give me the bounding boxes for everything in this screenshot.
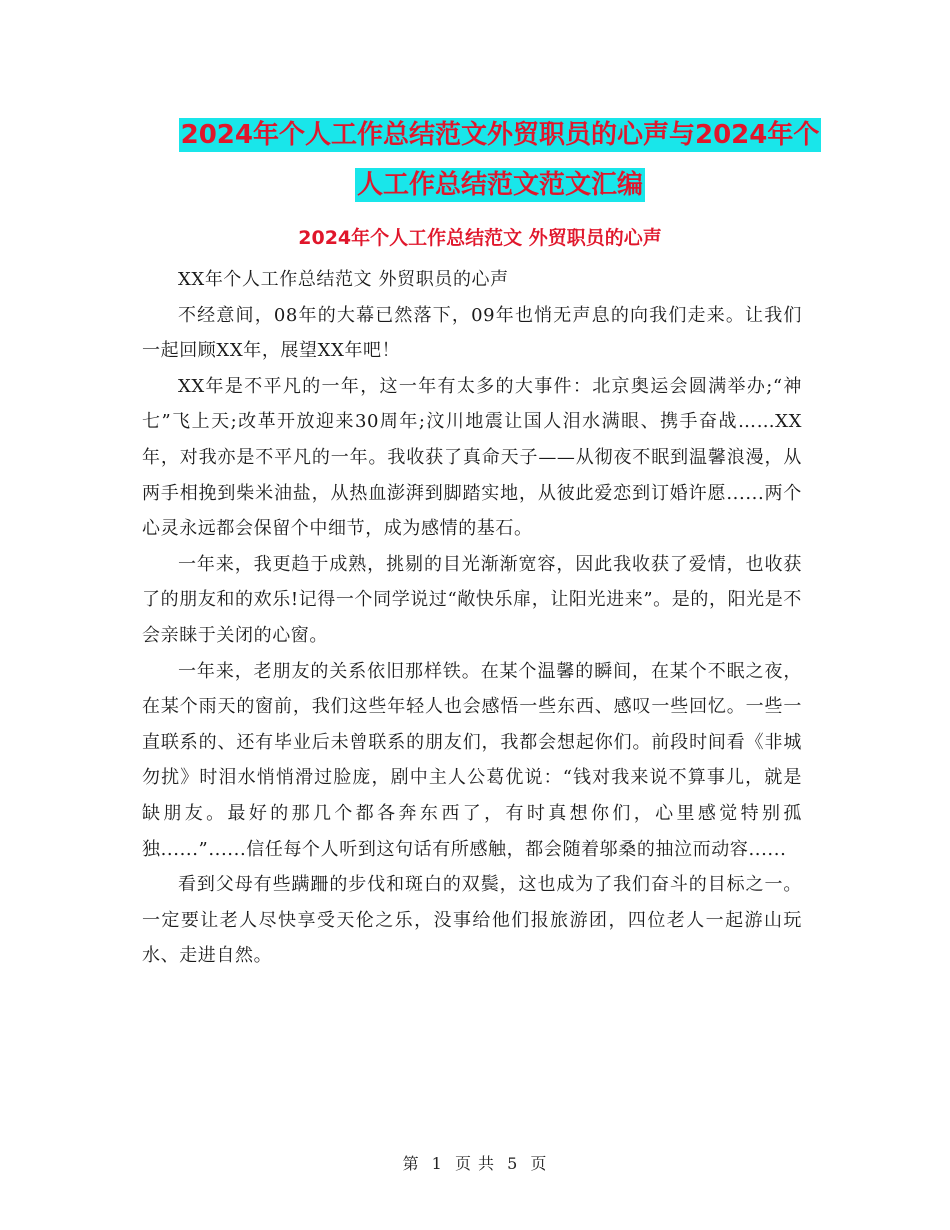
page-label-mid: 页 共 [454,1154,496,1173]
document-title [140,110,860,210]
page-current: 1 [431,1154,443,1173]
document-title-line-1: 2024年个人工作总结范文外贸职员的心声与2024年个 [180,120,820,150]
page-total: 5 [507,1154,519,1173]
paragraph: XX年个人工作总结范文 外贸职员的心声 [178,269,509,290]
page-footer [0,1152,950,1176]
page-label-prefix: 第 [402,1154,420,1173]
paragraph: 一年来，老朋友的关系依旧那样铁。在某个温馨的瞬间，在某个不眠之夜，在某个雨天的窗前，我们这些年轻人也会感悟一些东西、感叹一些回忆。一些一直联系的、还有毕业后未曾联系的朋友们，我都会想起你们。前段时间看《非城勿扰》时泪水悄悄滑过脸庞，剧中主人公葛优说：“钱对我来说不算事儿，就是缺朋友。最好的那几个都各奔东西了，有时真想你们，心里感觉特别孤独......”......信任每个人听到这句话有所感触，都会随着邬桑的抽泣而动容...... [142,660,802,860]
paragraph: XX年是不平凡的一年，这一年有太多的大事件：北京奥运会圆满举办;“神七”飞上天;改革开放迎来30周年;汶川地震让国人泪水满眼、携手奋战……XX年，对我亦是不平凡的一年。我收获了真命天子——从彻夜不眠到温馨浪漫，从两手相挽到柴米油盐，从热血澎湃到脚踏实地，从彼此爱恋到订婚许愿......两个心灵永远都会保留个中细节，成为感情的基石。 [142,375,802,540]
document-title-line-2: 人工作总结范文范文汇编 [356,170,643,200]
paragraph: 不经意间，08年的大幕已然落下，09年也悄无声息的向我们走来。让我们一起回顾XX年，展望XX年吧！ [142,304,802,362]
paragraph: 看到父母有些蹒跚的步伐和斑白的双鬓，这也成为了我们奋斗的目标之一。一定要让老人尽快享受天伦之乐，没事给他们报旅游团，四位老人一起游山玩水、走进自然。 [142,874,802,967]
document-body [142,262,802,974]
paragraph: 一年来，我更趋于成熟，挑剔的目光渐渐宽容，因此我收获了爱情，也收获了的朋友和的欢乐!记得一个同学说过“敞快乐扉，让阳光进来”。是的，阳光是不会亲睐于关闭的心窗。 [142,553,802,646]
section-title: 2024年个人工作总结范文 外贸职员的心声 [298,227,662,249]
page-label-suffix: 页 [530,1154,548,1173]
